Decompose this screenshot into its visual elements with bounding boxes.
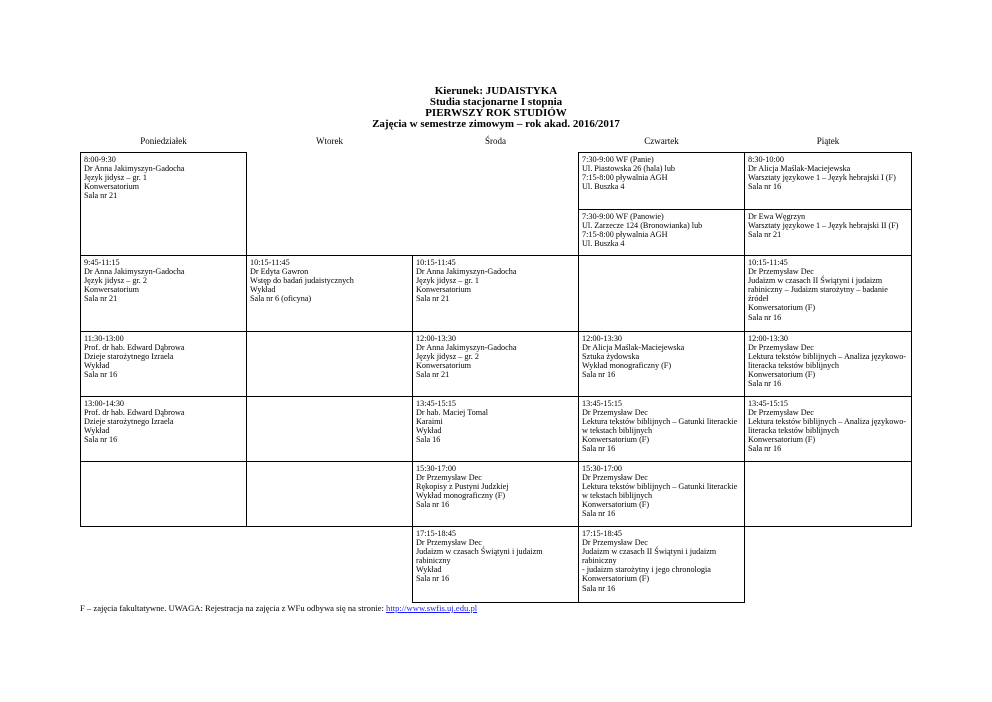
cell-line: 9:45-11:15 (84, 258, 120, 267)
cell-line: 11:30-13:00 (84, 334, 124, 343)
cell-line: 12:00-13:30 (748, 334, 789, 343)
cell-line: Wykład (84, 426, 110, 436)
cell-line: Sala nr 16 (748, 379, 782, 389)
study-mode: Studia stacjonarne I stopnia (429, 96, 563, 108)
class-cell (579, 397, 745, 462)
day-header-monday: Poniedziałek (140, 136, 187, 146)
class-cell (745, 397, 912, 462)
class-cell (579, 527, 745, 603)
day-header-wednesday: Środa (485, 136, 506, 146)
cell-line: Prof. dr hab. Edward Dąbrowa (84, 343, 185, 353)
cell-line: Konwersatorium (F) (582, 500, 650, 510)
cell-line: Dr Anna Jakimyszyn-Gadocha (416, 343, 517, 353)
cell-line: Lektura tekstów biblijnych – Analiza językowo-literacka tekstów biblijnych (748, 352, 907, 371)
empty-cell (247, 462, 413, 527)
cell-line: Sala nr 16 (416, 574, 450, 584)
table-row (81, 332, 912, 397)
cell-line: Sala 16 (416, 435, 441, 445)
cell-line: Ul. Piastowska 26 (hala) lub (582, 164, 676, 174)
cell-line: 10:15-11:45 (748, 258, 788, 267)
cell-line: Wykład (416, 426, 442, 436)
cell-line: Sztuka żydowska (582, 352, 640, 362)
cell-line: Konwersatorium (F) (582, 574, 650, 584)
cell-line: Dr Przemysław Dec (582, 538, 648, 548)
footer-text: F – zajęcia fakultatywne. UWAGA: Rejestracja na zajęcia z WFu odbywa się na stronie: (80, 603, 387, 613)
cell-line: Ul. Buszka 4 (582, 239, 625, 249)
day-header-thursday: Czwartek (644, 136, 679, 146)
cell-line: Sala nr 16 (748, 312, 782, 322)
study-year: PIERWSZY ROK STUDIÓW (425, 107, 567, 119)
empty-cell (247, 397, 413, 462)
table-row (81, 256, 912, 332)
empty-cell (413, 153, 579, 256)
cell-line: Dr Anna Jakimyszyn-Gadocha (416, 267, 517, 277)
cell-line: Konwersatorium (84, 182, 140, 192)
cell-line: Dr Przemysław Dec (748, 343, 814, 353)
cell-line: 13:45-15:15 (582, 399, 623, 408)
cell-line: Sala nr 16 (582, 583, 616, 593)
cell-line: Dzieje starożytnego Izraela (84, 352, 174, 362)
cell-line: Język jidysz – gr. 1 (84, 173, 147, 183)
cell-line: Język jidysz – gr. 1 (416, 276, 479, 286)
class-cell (579, 332, 745, 397)
class-cell (413, 527, 579, 603)
semester-title: Zajęcia w semestrze zimowym – rok akad. 2016/2017 (372, 118, 620, 130)
cell-line: Dr Przemysław Dec (416, 473, 482, 483)
cell-line: 7:30-9:00 WF (Panowie) (582, 212, 664, 221)
cell-line: - judaizm starożytny i jego chronologia (582, 565, 711, 575)
empty-cell (81, 527, 247, 603)
class-cell (413, 256, 579, 332)
cell-line: Sala nr 21 (416, 294, 450, 304)
cell-line: Wstęp do badań judaistycznych (250, 276, 354, 286)
cell-line: Sala nr 16 (582, 509, 616, 519)
class-cell (579, 210, 745, 256)
cell-line: Sala nr 16 (84, 370, 118, 380)
cell-line: Karaimi (416, 417, 443, 427)
cell-line: 7:15-8:00 pływalnia AGH (582, 230, 668, 240)
cell-line: Lektura tekstów biblijnych – Gatunki literackie w tekstach biblijnych (582, 482, 738, 501)
cell-line: Wykład (250, 285, 276, 295)
cell-line: Dr Przemysław Dec (582, 473, 648, 483)
cell-line: Sala nr 16 (748, 444, 782, 454)
cell-line: 13:00-14:30 (84, 399, 125, 408)
table-row (81, 527, 912, 603)
cell-line: Judaizm w czasach II Świątyni i judaizm rabiniczny – Judaizm starożytny – badanie źródeł (748, 276, 888, 304)
footer-note (80, 603, 477, 613)
class-cell (413, 397, 579, 462)
cell-line: Judaizm w czasach Świątyni i judaizm rabiniczny (416, 547, 543, 566)
cell-line: 7:30-9:00 WF (Panie) (582, 155, 654, 164)
class-cell (247, 256, 413, 332)
table-row (81, 462, 912, 527)
cell-line: Język jidysz – gr. 2 (416, 352, 479, 362)
class-cell (81, 153, 247, 256)
cell-line: Konwersatorium (F) (748, 303, 816, 313)
cell-line: Wykład (416, 565, 442, 575)
cell-line: Konwersatorium (F) (582, 435, 650, 445)
cell-line: Dr Przemysław Dec (748, 408, 814, 418)
cell-line: Sala nr 16 (84, 435, 118, 445)
cell-line: 12:00-13:30 (582, 334, 623, 343)
cell-line: Dr Alicja Maślak-Maciejewska (748, 164, 851, 174)
cell-line: Warsztaty językowe 1 – Język hebrajski I (F) (748, 173, 896, 183)
program-title: Kierunek: JUDAISTYKA (434, 85, 558, 97)
cell-line: Wykład monograficzny (F) (416, 491, 506, 501)
cell-line: Sala nr 16 (582, 444, 616, 454)
cell-line: Sala nr 16 (748, 182, 782, 192)
cell-line: Konwersatorium (416, 285, 472, 295)
cell-line: Wykład (84, 361, 110, 371)
cell-line: 10:15-11:45 (416, 258, 456, 267)
class-cell (81, 256, 247, 332)
cell-line: Rękopisy z Pustyni Judzkiej (416, 482, 509, 492)
cell-line: Sala nr 21 (748, 230, 782, 240)
cell-line: 17:15-18:45 (416, 529, 457, 538)
class-cell (745, 210, 912, 256)
empty-cell (745, 462, 912, 527)
cell-line: Konwersatorium (84, 285, 140, 295)
cell-line: Warsztaty językowe 1 – Język hebrajski II (F) (748, 221, 899, 231)
registration-link[interactable]: http://www.swfis.uj.edu.pl (386, 603, 478, 613)
cell-line: 10:15-11:45 (250, 258, 290, 267)
cell-line: Sala nr 6 (oficyna) (250, 294, 312, 304)
day-header-friday: Piątek (816, 136, 840, 146)
cell-line: Dr Anna Jakimyszyn-Gadocha (84, 164, 185, 174)
schedule-table (80, 136, 912, 603)
cell-line: 12:00-13:30 (416, 334, 457, 343)
cell-line: Wykład monograficzny (F) (582, 361, 672, 371)
empty-cell (247, 153, 413, 256)
cell-line: Ul. Zarzecze 124 (Bronowianka) lub (582, 221, 703, 231)
class-cell (81, 397, 247, 462)
cell-line: Dr Przemysław Dec (416, 538, 482, 548)
empty-cell (247, 332, 413, 397)
cell-line: 17:15-18:45 (582, 529, 623, 538)
empty-cell (579, 256, 745, 332)
cell-line: 13:45-15:15 (748, 399, 789, 408)
cell-line: 8:30-10:00 (748, 155, 784, 164)
empty-cell (247, 527, 413, 603)
cell-line: Dr Przemysław Dec (748, 267, 814, 277)
cell-line: 15:30-17:00 (582, 464, 623, 473)
cell-line: Sala nr 16 (582, 370, 616, 380)
table-row (81, 153, 912, 210)
cell-line: Dr Alicja Maślak-Maciejewska (582, 343, 685, 353)
class-cell (413, 332, 579, 397)
cell-line: Dr Anna Jakimyszyn-Gadocha (84, 267, 185, 277)
cell-line: Konwersatorium (416, 361, 472, 371)
cell-line: Konwersatorium (F) (748, 435, 816, 445)
cell-line: Lektura tekstów biblijnych – Gatunki literackie w tekstach biblijnych (582, 417, 738, 436)
day-header-tuesday: Wtorek (316, 136, 343, 146)
cell-line: 8:00-9:30 (84, 155, 116, 164)
class-cell (745, 153, 912, 210)
cell-line: Sala nr 16 (416, 500, 450, 510)
cell-line: Język jidysz – gr. 2 (84, 276, 147, 286)
class-cell (745, 256, 912, 332)
cell-line: Lektura tekstów biblijnych – Analiza językowo-literacka tekstów biblijnych (748, 417, 907, 436)
cell-line: Konwersatorium (F) (748, 370, 816, 380)
cell-line: 13:45-15:15 (416, 399, 457, 408)
table-row (81, 397, 912, 462)
day-header-row (81, 136, 912, 153)
class-cell (413, 462, 579, 527)
cell-line: Ul. Buszka 4 (582, 182, 625, 192)
class-cell (579, 462, 745, 527)
cell-line: Dr Przemysław Dec (582, 408, 648, 418)
class-cell (579, 153, 745, 210)
class-cell (81, 332, 247, 397)
cell-line: Dr hab. Maciej Tomal (416, 408, 489, 418)
cell-line: Judaizm w czasach II Świątyni i judaizm rabiniczny (582, 547, 717, 566)
cell-line: Dr Ewa Węgrzyn (748, 212, 806, 221)
cell-line: Prof. dr hab. Edward Dąbrowa (84, 408, 185, 418)
cell-line: Sala nr 21 (84, 191, 118, 201)
cell-line: 7:15-8:00 pływalnia AGH (582, 173, 668, 183)
empty-cell (81, 462, 247, 527)
empty-cell (745, 527, 912, 603)
class-cell (745, 332, 912, 397)
cell-line: 15:30-17:00 (416, 464, 457, 473)
cell-line: Dr Edyta Gawron (250, 267, 309, 277)
cell-line: Dzieje starożytnego Izraela (84, 417, 174, 427)
cell-line: Sala nr 21 (416, 370, 450, 380)
cell-line: Sala nr 21 (84, 294, 118, 304)
